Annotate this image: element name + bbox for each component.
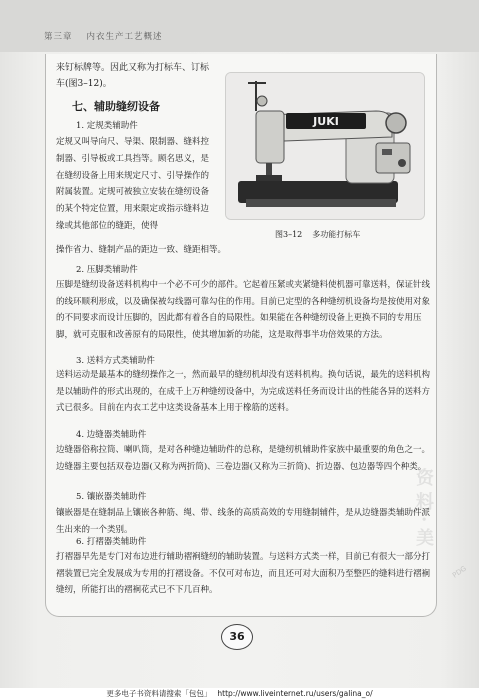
paragraph-3: 送料运动是最基本的缝纫操作之一，然而最早的缝纫机却没有送料机构。换句话说，最先的送料机构是以辅助件的形式出现的，在成千上万种缝纫设备中，为完成送料任务而设计出的性能各异的送料方式已很多。目前在内衣工艺中这类设备基本上用于橡筋的送料。 xyxy=(56,370,431,414)
paragraph-5: 镶嵌器是在缝制品上镶嵌各种筋、绳、带、线条的高质高效的专用缝制辅件，是从边缝器类辅助件派生出来的一个类别。 xyxy=(56,508,431,535)
chapter-header-text xyxy=(44,30,163,42)
subsection-6-heading: 6. 打褶器类辅助件 xyxy=(76,537,147,547)
paragraph-4: 边缝器俗称拉筒、喇叭筒，是对各种缝边辅助件的总称，是缝纫机辅助件家族中最重要的角色之一。边缝器主要包括双卷边器(又称为两折筒)、三卷边器(又称为三折筒)、折边器、包边器等四个种类。 xyxy=(56,445,431,472)
paragraph-1: 定规又叫导向尺、导渠、限制器、缝料控制器、引导板或工具挡等。顾名思义，是在缝纫设备上用来规定尺寸、引导操作的附属装置。定规可被独立安装在缝纫设备的某个特定位置，用来限定或指示缝料边缘或其他部位的缝距，使得 xyxy=(56,137,210,231)
paragraph-2: 压脚是缝纫设备送料机构中一个必不可少的部件。它起着压紧或夹紧缝料使机器可靠送料，保证针线的线环顺利形成，以及确保被勾线器可靠勾住的作用。目前已定型的各种缝纫机设备均是按使用对象的不同要求而设计压脚的，因此都有着各自的局限性。如果能在各种缝纫设备上更换不同的专用压脚，就可克服和改善原有的局限性，使其增加新的功能，这是取得事半功倍效果的方法。 xyxy=(56,280,431,340)
subsection-2-heading: 2. 压脚类辅助件 xyxy=(76,265,138,275)
figure-number: 图3–12 xyxy=(275,230,303,239)
paragraph-6: 打褶器早先是专门对布边进行辅助褶裥缝纫的辅助装置。与送料方式类一样，目前已有很大一部分打褶装置已完全发展成为专用的打褶设备。不仅可对布边，而且还可对大面积乃至整匹的缝料进行褶裥缝纫，所能打出的褶裥花式已不下几百种。 xyxy=(56,552,431,596)
sewing-machine-figure xyxy=(225,72,425,220)
footer-bar xyxy=(0,688,479,700)
watermark-pdg: PDG xyxy=(451,564,468,580)
footer-url-link[interactable]: http://www.liveinternet.ru/users/galina_o/ xyxy=(217,689,373,698)
figure-caption xyxy=(275,229,360,240)
chapter-title: 内衣生产工艺概述 xyxy=(86,32,163,42)
sewing-machine-image xyxy=(226,73,424,219)
chapter-number: 第三章 xyxy=(44,32,73,42)
intro-text: 来钉标牌等。因此又称为打标车、订标车(图3–12)。 xyxy=(56,63,210,89)
figure-caption-text: 多功能打标车 xyxy=(312,230,361,239)
footer-promo-text: 更多电子书资料请搜索「包包」 xyxy=(106,689,212,698)
chapter-header xyxy=(0,0,479,52)
brand-label: JUKI xyxy=(313,115,339,128)
watermark: 资料·美 xyxy=(413,468,434,553)
paragraph-1-continued: 操作省力、缝制产品的距边一致、缝距相等。 xyxy=(56,245,227,255)
page-number: 36 xyxy=(221,624,253,650)
subsection-5-heading: 5. 镶嵌器类辅助件 xyxy=(76,492,147,502)
subsection-3-heading: 3. 送料方式类辅助件 xyxy=(76,356,155,366)
subsection-1-heading: 1. 定规类辅助件 xyxy=(76,121,138,131)
subsection-4-heading: 4. 边缝器类辅助件 xyxy=(76,430,147,440)
section-title: 七、辅助缝纫设备 xyxy=(72,100,160,113)
